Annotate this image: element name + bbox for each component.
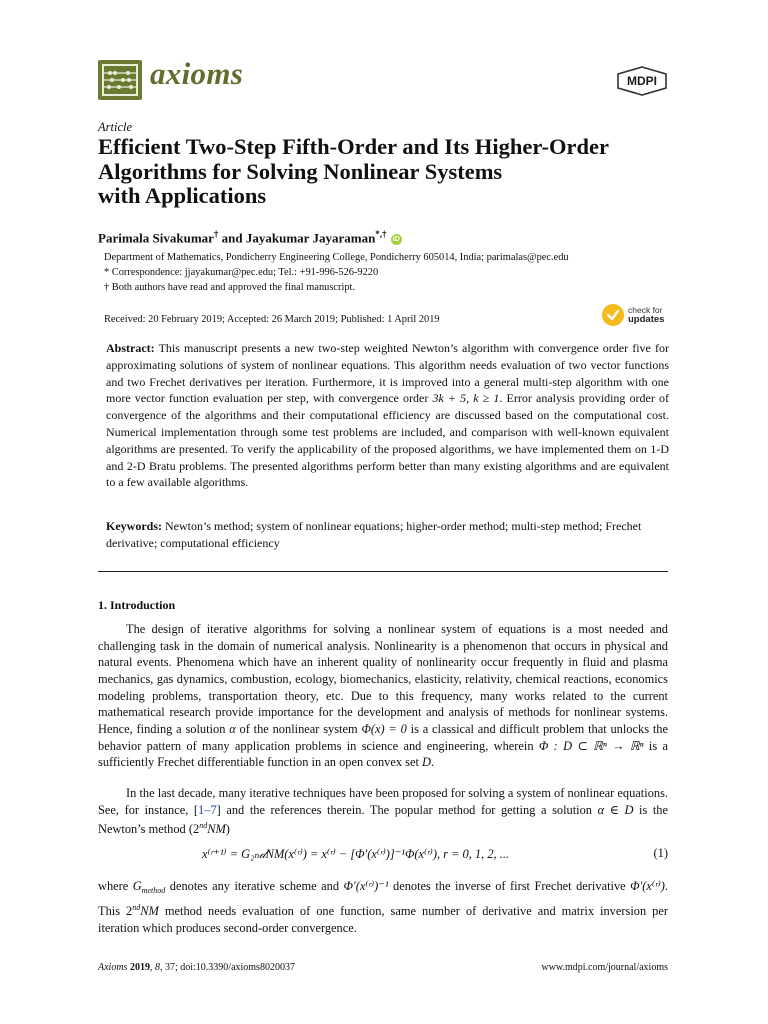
math-symbol: D — [422, 755, 431, 770]
math-inline: NM — [140, 904, 159, 919]
intro-paragraph-2: In the last decade, many iterative techniques have been proposed for solving a system of nonlinear equations. See, for instance, [1–7] and the references therein. The popular method for getting a solution α ∈ D is the Newton’s method (2ndNM) — [98, 786, 668, 837]
author-mark: *,† — [375, 229, 387, 239]
paragraph-text: method needs evaluation of one function, same number of derivative and matrix inversion per iteration which produces second-order convergence. — [98, 904, 668, 935]
math-inline: α ∈ D — [597, 802, 634, 817]
subscript: method — [141, 886, 166, 896]
abstract-text: This manuscript presents a new two-step weighted Newton’s algorithm with convergence order five for approximating solutions of system of nonlinear equations. This algorithm needs evaluation of two vector functions and two Frechet derivatives per iteration. Furthermore, it is improved into a general multi-step algorithm with one more vector function evaluation per step, with convergence order — [106, 341, 669, 406]
paragraph-text: ] and the references therein. The popular method for getting a solution — [216, 802, 592, 817]
title-line: Efficient Two-Step Fifth-Order and Its Higher-Order — [98, 134, 609, 159]
math-symbol: G — [132, 879, 142, 893]
equation-1 — [98, 846, 668, 868]
footer-citation: Axioms 2019, 8, 37; doi:10.3390/axioms8020037 — [98, 962, 295, 973]
publication-dates: Received: 20 February 2019; Accepted: 26 March 2019; Published: 1 April 2019 — [104, 314, 440, 325]
check-updates-icon — [602, 304, 624, 326]
paper-title — [98, 135, 678, 209]
check-updates-label-bold: updates — [628, 314, 665, 325]
paragraph-text: denotes any iterative scheme and — [169, 879, 340, 893]
paragraph-text: of the nonlinear system — [239, 721, 358, 736]
citation-link[interactable]: 1 — [198, 802, 205, 817]
footer-year: 2019 — [129, 962, 150, 973]
abstract-text: . Error analysis providing order of convergence of the algorithms and their computational efficiency are discussed based on the computational cost. Numerical implementation through some test problems are included, and comparison with well-known equivalent algorithms are presented. To verify the applicability of the proposed algorithms, we have implemented them on 1-D and 2-D Bratu problems. The presented algorithms perform better than many existing algorithms and are equivalent to a few available algorithms. — [106, 391, 669, 490]
intro-paragraph-1: The design of iterative algorithms for solving a nonlinear system of equations is a most needed and challenging task in the domain of numerical analysis. Nonlinearity is a phenomenon that occurs in physical and natural events. Phenomena which have an inherent quality of nonlinearity occur frequently in fluid and plasma mechanics, gas dynamics, combustion, ecology, biomechanics, elasticity, relativity, chemical reactions, economics modeling problems, transportation theory, etc. Due to this frequency, many works related to the current mathematical research provide importance for the development and analysis of methods for nonlinear systems. Hence, finding a solution α of the nonlinear system Φ(x) = 0 is a classical and difficult problem that unlocks the behavior pattern of many application problems in science and engineering, wherein Φ : D ⊂ ℝⁿ → ℝⁿ is a sufficiently Frechet differentiable function in an open convex set D. — [98, 622, 668, 770]
keywords-label: Keywords: — [106, 519, 162, 533]
author-list — [98, 229, 402, 246]
author-name: Parimala Sivakumar — [98, 230, 214, 246]
math-inline: Φ′(x⁽ʳ⁾) — [630, 879, 665, 893]
equation-number: (1) — [653, 846, 668, 860]
check-updates-label: check for — [628, 305, 663, 315]
citation-link[interactable]: 7 — [210, 802, 217, 817]
author-conjunction: and — [221, 230, 243, 246]
article-type: Article — [98, 120, 133, 134]
paragraph-text: The design of iterative algorithms for solving a nonlinear system of equations is a most needed and challenging task in the domain of numerical analysis. Nonlinearity is a phenomenon that occurs in physical and natural events. Phenomena which have an inherent quality of nonlinearity occur frequently in fluid and plasma mechanics, gas dynamics, combustion, ecology, biomechanics, elasticity, relativity, chemical reactions, economics modeling problems, transportation theory, etc. Due to this frequency, many works related to the current mathematical research provide importance for the development and analysis of methods for nonlinear systems. Hence, finding a solution — [98, 622, 668, 736]
correspondence: * Correspondence: jjayakumar@pec.edu; Tel.: +91-996-526-9220 — [104, 267, 379, 278]
math-symbol: α — [229, 721, 236, 736]
keywords — [106, 518, 669, 552]
superscript: nd — [132, 903, 141, 913]
footer-journal: Axioms — [98, 962, 128, 973]
citation-dash: – — [204, 802, 211, 817]
author-mark: † — [213, 229, 219, 239]
publisher-logo-icon[interactable] — [616, 66, 668, 96]
paragraph-text: In the last decade, many iterative techniques have been proposed for solving a system of nonlinear equations. See, for instance, [ — [98, 786, 668, 817]
footer-url[interactable]: www.mdpi.com/journal/axioms — [541, 962, 668, 973]
paragraph-text: . This 2 — [98, 879, 668, 919]
author-name: Jayakumar Jayaraman — [245, 230, 376, 246]
orcid-icon[interactable]: iD — [392, 236, 400, 244]
equation-body: x⁽ʳ⁺¹⁾ = G₂ₙ𝒹NM(x⁽ʳ⁾) = x⁽ʳ⁾ − [Φ′(x⁽ʳ⁾)]⁻¹Φ(x⁽ʳ⁾), r = 0, 1, 2, ... — [202, 847, 510, 861]
math-inline: Φ′(x⁽ʳ⁾)⁻¹ — [343, 879, 389, 893]
abstract-label: Abstract: — [106, 341, 155, 355]
paragraph-text: is a classical and difficult problem that unlocks the behavior pattern of many application problems in science and engineering, wherein — [98, 721, 668, 753]
affiliation: Department of Mathematics, Pondicherry Engineering College, Pondicherry 605014, India; parimalas@pec.edu — [104, 252, 569, 263]
paragraph-text: is a sufficiently Frechet differentiable function in an open convex set — [98, 738, 668, 770]
title-line: with Applications — [98, 183, 267, 208]
paragraph-text: denotes the inverse of first Frechet derivative — [393, 879, 626, 893]
journal-logo-icon — [98, 60, 142, 100]
divider — [98, 571, 668, 572]
paragraph-text: where — [98, 879, 129, 893]
journal-name[interactable]: axioms — [150, 56, 244, 91]
paragraph-text: is the Newton’s method (2 — [98, 802, 668, 837]
abstract — [106, 340, 669, 491]
footer-volume: 8 — [154, 962, 160, 973]
publisher-name: MDPI — [627, 74, 657, 88]
math-inline: NM — [207, 822, 226, 837]
superscript: nd — [199, 821, 208, 831]
math-inline: Φ(x) = 0 — [361, 721, 407, 736]
title-line: Algorithms for Solving Nonlinear Systems — [98, 158, 503, 184]
section-heading: 1. Introduction — [98, 598, 176, 612]
author-note: † Both authors have read and approved the final manuscript. — [104, 282, 356, 293]
footer-doi: , 37; doi:10.3390/axioms8020037 — [159, 962, 295, 973]
intro-paragraph-3 — [98, 878, 668, 937]
check-for-updates-button[interactable] — [602, 304, 672, 328]
keywords-text: Newton’s method; system of nonlinear equations; higher-order method; multi-step method; Frechet derivative; computational efficiency — [106, 519, 642, 550]
math-inline: Φ : D ⊂ ℝⁿ → ℝⁿ — [538, 738, 644, 753]
abstract-math: 3k + 5, k ≥ 1 — [432, 391, 500, 406]
